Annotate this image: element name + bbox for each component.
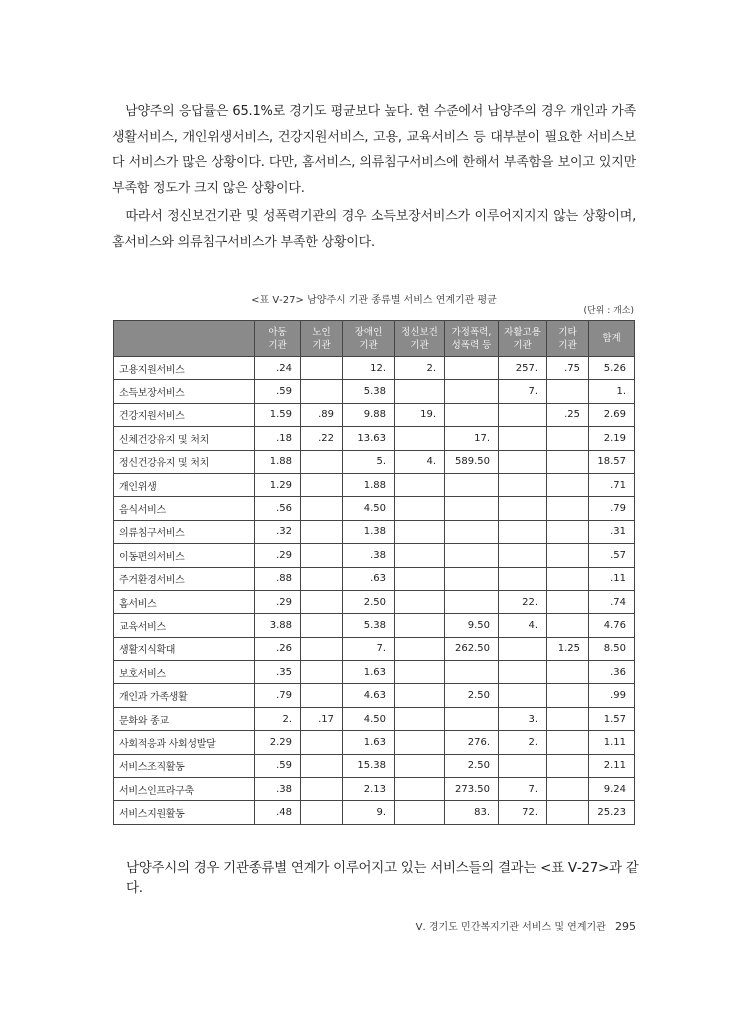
table-cell [499, 497, 547, 520]
table-cell [547, 731, 589, 754]
table-row [114, 520, 635, 543]
table-cell [301, 380, 343, 403]
table-cell: 262.50 [445, 637, 499, 660]
column-header [301, 321, 343, 357]
table-cell [547, 497, 589, 520]
table-row [114, 778, 635, 801]
table-cell: 1.38 [343, 520, 395, 543]
table-cell: 276. [445, 731, 499, 754]
row-label: 보호서비스 [114, 661, 255, 684]
column-header-line: 성폭력 등 [451, 339, 492, 351]
table-cell: .25 [547, 403, 589, 426]
table-row [114, 403, 635, 426]
table-cell: .24 [255, 357, 301, 380]
table-cell [395, 380, 445, 403]
table-cell [301, 520, 343, 543]
table-cell [547, 801, 589, 824]
summary-sentence: 남양주시의 경우 기관종류별 연계가 이루어지고 있는 서비스들의 결과는 <표 Ⅴ-27>과 같다. [126, 860, 639, 896]
column-header [114, 321, 255, 357]
table-cell: 2.69 [589, 403, 635, 426]
table-cell: 2.50 [343, 590, 395, 613]
table-cell: .48 [255, 801, 301, 824]
table-row [114, 637, 635, 660]
table-cell [499, 661, 547, 684]
table-row [114, 801, 635, 824]
table-cell: 19. [395, 403, 445, 426]
row-label: 서비스조직활동 [114, 754, 255, 777]
column-header [343, 321, 395, 357]
table-cell: 5.38 [343, 614, 395, 637]
table-cell: 1.88 [255, 450, 301, 473]
table-cell: .29 [255, 544, 301, 567]
table-cell [395, 614, 445, 637]
table-cell: .57 [589, 544, 635, 567]
row-label: 개인과 가족생활 [114, 684, 255, 707]
table-cell [499, 450, 547, 473]
table-cell: 4. [395, 450, 445, 473]
table-row [114, 754, 635, 777]
table-cell [301, 754, 343, 777]
table-cell: 1.57 [589, 707, 635, 730]
table-cell: 3.88 [255, 614, 301, 637]
table-cell [499, 567, 547, 590]
column-header-line: 자활고용 [504, 326, 541, 338]
table-cell [395, 731, 445, 754]
table-cell: 22. [499, 590, 547, 613]
column-header-line: 기타 [558, 326, 577, 338]
table-cell: .79 [589, 497, 635, 520]
table-cell [301, 567, 343, 590]
table-cell: 2. [255, 707, 301, 730]
column-header-line: 장애인 [354, 326, 383, 338]
service-link-table [113, 320, 635, 825]
column-header-line: 기관 [312, 339, 331, 351]
table-cell [395, 778, 445, 801]
column-header [499, 321, 547, 357]
table-cell [445, 357, 499, 380]
table-row [114, 684, 635, 707]
table-cell [547, 754, 589, 777]
row-label: 소득보장서비스 [114, 380, 255, 403]
table-cell [499, 427, 547, 450]
table-cell [547, 520, 589, 543]
table-cell: 2.19 [589, 427, 635, 450]
table-cell [499, 684, 547, 707]
page-footer [416, 918, 636, 933]
table-cell: .32 [255, 520, 301, 543]
table-cell: 2. [395, 357, 445, 380]
table-cell [547, 473, 589, 496]
table-cell: 8.50 [589, 637, 635, 660]
row-label: 이동편의서비스 [114, 544, 255, 567]
row-label: 신체건강유지 및 처치 [114, 427, 255, 450]
table-cell: .89 [301, 403, 343, 426]
column-header [395, 321, 445, 357]
table-cell: 7. [499, 380, 547, 403]
table-cell [547, 427, 589, 450]
table-cell: .22 [301, 427, 343, 450]
table-cell: 4.63 [343, 684, 395, 707]
table-cell [499, 520, 547, 543]
table-cell: 18.57 [589, 450, 635, 473]
table-cell [445, 520, 499, 543]
row-label: 고용지원서비스 [114, 357, 255, 380]
table-row [114, 707, 635, 730]
table-cell [499, 754, 547, 777]
column-header-line: 노인 [312, 326, 331, 338]
table-cell: .88 [255, 567, 301, 590]
row-label: 홈서비스 [114, 590, 255, 613]
table-cell [301, 801, 343, 824]
table-cell: .11 [589, 567, 635, 590]
table-cell [395, 473, 445, 496]
table-cell [547, 661, 589, 684]
table-cell: 1.25 [547, 637, 589, 660]
column-header-line: 정신보건 [401, 326, 438, 338]
table-cell [395, 661, 445, 684]
table-cell [547, 567, 589, 590]
table-cell [445, 661, 499, 684]
table-cell [301, 590, 343, 613]
table-cell [547, 684, 589, 707]
table-cell: 1.59 [255, 403, 301, 426]
column-header-line: 기관 [513, 339, 532, 351]
table-cell [499, 544, 547, 567]
table-cell: 5.38 [343, 380, 395, 403]
table-cell: 5.26 [589, 357, 635, 380]
table-cell [445, 403, 499, 426]
table-row [114, 731, 635, 754]
table-cell [395, 684, 445, 707]
table-cell [547, 380, 589, 403]
table-cell [445, 497, 499, 520]
table-cell [445, 544, 499, 567]
table-cell [445, 473, 499, 496]
table-cell: .71 [589, 473, 635, 496]
body-paragraph-1: 남양주의 응답률은 65.1%로 경기도 평균보다 높다. 현 수준에서 남양주의 경우 개인과 가족생활서비스, 개인위생서비스, 건강지원서비스, 고용, 교육서비스 등 대부분이 필요한 서비스보다 서비스가 많은 상황이다. 다만, 홈서비스, 의류침구서비스에 한해서 부족함을 보이고 있지만 부족함 정도가 크지 않은 상황이다. [112, 104, 636, 196]
column-header [547, 321, 589, 357]
table-row [114, 427, 635, 450]
row-label: 문화와 종교 [114, 707, 255, 730]
table-cell: 1. [589, 380, 635, 403]
table-cell [547, 544, 589, 567]
table-cell: 589.50 [445, 450, 499, 473]
table-cell [395, 567, 445, 590]
table-cell [499, 403, 547, 426]
column-header-line: 기관 [558, 339, 577, 351]
table-cell: 2.11 [589, 754, 635, 777]
table-unit: (단위 : 개소) [583, 306, 634, 316]
table-row [114, 614, 635, 637]
table-cell: 1.11 [589, 731, 635, 754]
table-row [114, 661, 635, 684]
row-label: 개인위생 [114, 473, 255, 496]
row-label: 생활지식확대 [114, 637, 255, 660]
table-cell [499, 473, 547, 496]
table-cell: 4. [499, 614, 547, 637]
table-cell: 4.50 [343, 497, 395, 520]
table-row [114, 450, 635, 473]
table-cell [395, 427, 445, 450]
table-cell: .26 [255, 637, 301, 660]
table-cell: .36 [589, 661, 635, 684]
table-cell: 7. [343, 637, 395, 660]
table-cell: 9.50 [445, 614, 499, 637]
table-cell [301, 661, 343, 684]
column-header [255, 321, 301, 357]
table-cell: .99 [589, 684, 635, 707]
column-header-line: 합계 [602, 333, 621, 344]
table-cell: 9.88 [343, 403, 395, 426]
table-row [114, 380, 635, 403]
table-cell: 9. [343, 801, 395, 824]
table-cell: 25.23 [589, 801, 635, 824]
table-row [114, 497, 635, 520]
footer-chapter: Ⅴ. 경기도 민간복지기관 서비스 및 연계기관 [415, 922, 606, 933]
row-label: 서비스인프라구축 [114, 778, 255, 801]
row-label: 정신건강유지 및 처치 [114, 450, 255, 473]
table-row [114, 357, 635, 380]
table-cell: 3. [499, 707, 547, 730]
table-cell [301, 637, 343, 660]
table-cell [445, 590, 499, 613]
row-label: 건강지원서비스 [114, 403, 255, 426]
table-cell: .18 [255, 427, 301, 450]
table-cell: .38 [255, 778, 301, 801]
table-cell [301, 614, 343, 637]
column-header [589, 321, 635, 357]
table-cell [395, 590, 445, 613]
table-cell [395, 520, 445, 543]
table-header-row [114, 321, 635, 357]
table-cell: 257. [499, 357, 547, 380]
table-cell: .59 [255, 380, 301, 403]
table-cell: 13.63 [343, 427, 395, 450]
table-cell [301, 731, 343, 754]
column-header-line: 기관 [268, 339, 287, 351]
table-cell [395, 801, 445, 824]
column-header-line: 기관 [359, 339, 378, 351]
table-row [114, 544, 635, 567]
table-cell [547, 707, 589, 730]
table-caption: <표 Ⅴ-27> 남양주시 기관 종류별 서비스 연계기관 평균 [251, 295, 497, 306]
table-cell: 2.29 [255, 731, 301, 754]
table-cell [301, 497, 343, 520]
table-cell [301, 684, 343, 707]
table-cell: .74 [589, 590, 635, 613]
row-label: 음식서비스 [114, 497, 255, 520]
table-cell [445, 707, 499, 730]
table-cell: 83. [445, 801, 499, 824]
table-row [114, 590, 635, 613]
table-cell [547, 778, 589, 801]
table-cell [395, 544, 445, 567]
table-cell: .63 [343, 567, 395, 590]
table-cell [301, 544, 343, 567]
table-cell [395, 637, 445, 660]
body-paragraph-2: 따라서 정신보건기관 및 성폭력기관의 경우 소득보장서비스가 이루어지지지 않는 상황이며, 홈서비스와 의류침구서비스가 부족한 상황이다. [112, 209, 636, 250]
table-cell [547, 614, 589, 637]
table-cell: .59 [255, 754, 301, 777]
table-cell: .35 [255, 661, 301, 684]
table-cell: .31 [589, 520, 635, 543]
table-cell: 12. [343, 357, 395, 380]
table-cell: .75 [547, 357, 589, 380]
table-cell: 273.50 [445, 778, 499, 801]
table-cell: .17 [301, 707, 343, 730]
table-cell: 2.50 [445, 684, 499, 707]
table-cell: 7. [499, 778, 547, 801]
row-label: 교육서비스 [114, 614, 255, 637]
table-cell [547, 590, 589, 613]
column-header [445, 321, 499, 357]
page-number: 295 [615, 920, 636, 933]
row-label: 사회적응과 사회성발달 [114, 731, 255, 754]
table-cell: .79 [255, 684, 301, 707]
table-cell [395, 497, 445, 520]
table-cell: 1.63 [343, 661, 395, 684]
table-cell: .38 [343, 544, 395, 567]
table-cell: 72. [499, 801, 547, 824]
table-cell: 1.63 [343, 731, 395, 754]
column-header-line: 가정폭력, [451, 326, 492, 338]
table-cell [301, 450, 343, 473]
table-cell: 5. [343, 450, 395, 473]
table-cell: 2.13 [343, 778, 395, 801]
table-row [114, 473, 635, 496]
table-cell: 1.29 [255, 473, 301, 496]
table-cell [499, 637, 547, 660]
table-cell: 15.38 [343, 754, 395, 777]
column-header-line: 아동 [268, 326, 287, 338]
table-cell [301, 473, 343, 496]
column-header-line: 기관 [410, 339, 429, 351]
table-cell: 2. [499, 731, 547, 754]
row-label: 주거환경서비스 [114, 567, 255, 590]
table-cell: 17. [445, 427, 499, 450]
table-cell: .29 [255, 590, 301, 613]
table-cell: 1.88 [343, 473, 395, 496]
table-cell: 4.76 [589, 614, 635, 637]
table-row [114, 567, 635, 590]
table-cell [445, 567, 499, 590]
table-cell [395, 707, 445, 730]
table-cell [445, 380, 499, 403]
table-cell [301, 357, 343, 380]
table-cell: 9.24 [589, 778, 635, 801]
table-cell: .56 [255, 497, 301, 520]
table-cell: 2.50 [445, 754, 499, 777]
table-cell [301, 778, 343, 801]
table-cell: 4.50 [343, 707, 395, 730]
table-cell [547, 450, 589, 473]
table-cell [395, 754, 445, 777]
row-label: 서비스지원활동 [114, 801, 255, 824]
row-label: 의류침구서비스 [114, 520, 255, 543]
